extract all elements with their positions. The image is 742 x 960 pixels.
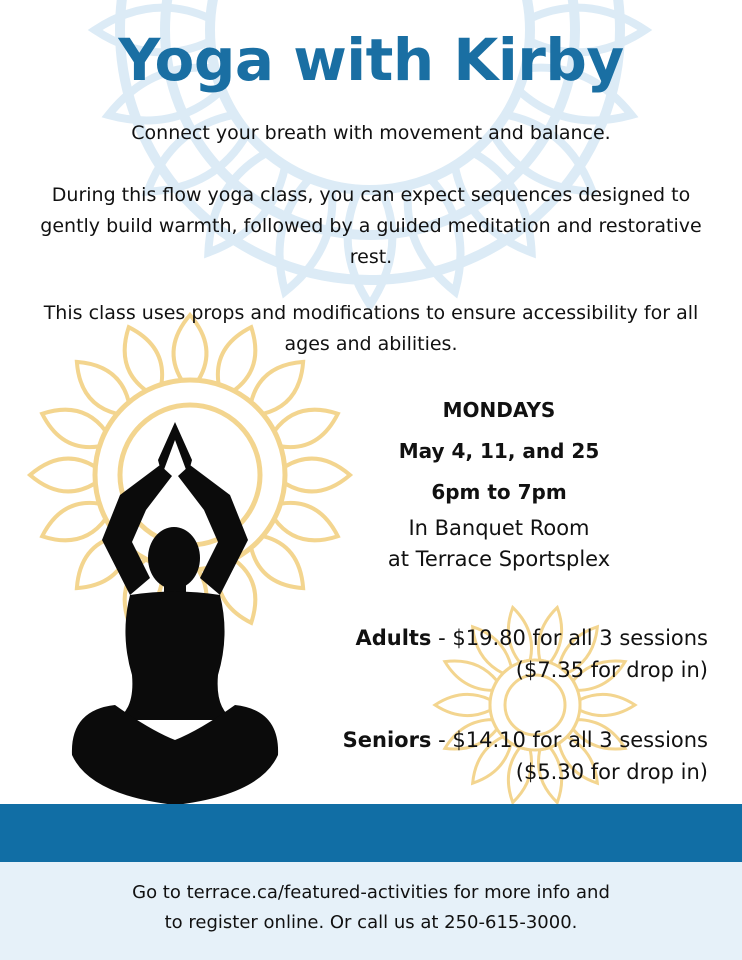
footer-line-1: Go to terrace.ca/featured-activities for more info and — [132, 882, 610, 903]
footer-line-2: to register online. Or call us at 250-615-3000. — [164, 912, 578, 933]
class-day: MONDAYS — [442, 398, 556, 422]
mandala-petal — [77, 362, 129, 414]
yoga-silhouette-icon — [50, 420, 300, 810]
seniors-dropin: ($5.30 for drop in) — [515, 760, 708, 784]
mandala-petal — [435, 694, 490, 715]
intro-description: During this flow yoga class, you can expect sequences designed to gently build warmth, followed by a guided meditation and restorative rest. — [40, 184, 702, 268]
mandala-petal — [580, 694, 635, 715]
seniors-price: - $14.10 for all 3 sessions — [431, 728, 708, 752]
pricing-adults — [288, 622, 708, 686]
page-title: Yoga with Kirby — [118, 26, 624, 94]
location-line-2: at Terrace Sportsplex — [387, 547, 611, 571]
adults-price: - $19.80 for all 3 sessions — [431, 626, 708, 650]
seniors-label: Seniors — [342, 728, 432, 752]
schedule-block — [380, 390, 618, 575]
class-dates: May 4, 11, and 25 — [398, 439, 600, 463]
intro-tagline: Connect your breath with movement and balance. — [131, 122, 611, 144]
mandala-petal — [251, 362, 303, 414]
location-line-1: In Banquet Room — [408, 516, 590, 540]
footer — [0, 862, 742, 960]
blue-divider-bar — [0, 804, 742, 862]
adults-label: Adults — [355, 626, 432, 650]
adults-dropin: ($7.35 for drop in) — [515, 658, 708, 682]
intro-accessibility: This class uses props and modifications to ensure accessibility for all ages and abilities. — [43, 302, 699, 355]
class-time: 6pm to 7pm — [431, 480, 567, 504]
pricing-seniors — [288, 724, 708, 788]
